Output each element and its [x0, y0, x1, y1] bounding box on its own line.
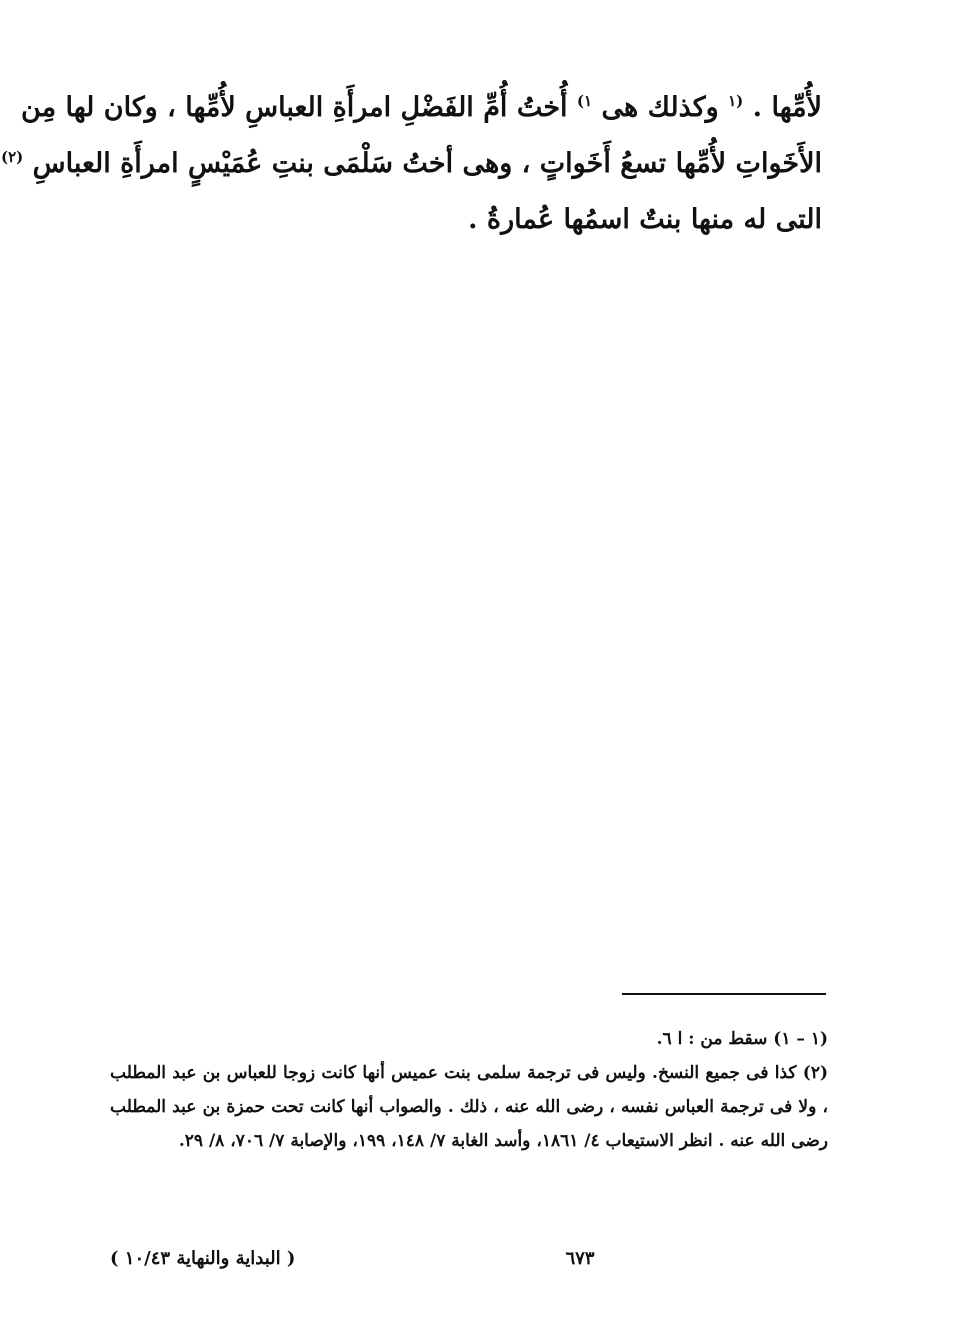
body-line-3: [110, 192, 822, 248]
footnote-1: (١ – ١) سقط من : ا ٦.: [656, 1029, 828, 1049]
page-number: ٦٧٣: [565, 1248, 595, 1269]
body-line-1-text: لأُمِّها . $^{(١}$ وكذلك هى $^{١)}$ أُختُ أُمِّ الفَضْلِ امرأَةِ العباسِ لأُمِّها ، وكان لها مِن: [21, 92, 822, 123]
body-line-1: [21, 80, 822, 136]
footnotes: [110, 1022, 828, 1158]
body-line-3-text: التى له منها بنتٌ اسمُها عُمارةُ .: [468, 204, 822, 235]
page-footer: [110, 1248, 828, 1278]
footnote-marker: ١): [576, 92, 593, 110]
running-title: ( البداية والنهاية ١٠/٤٣ ): [110, 1248, 296, 1269]
body-line-2: [0, 136, 822, 192]
body-text: [0, 80, 822, 248]
footnote-2: (٢) كذا فى جميع النسخ. وليس فى ترجمة سلمى بنت عميس أنها كانت زوجا للعباس بن عبد المطلب ، ولا فى ترجمة العباس نفسه ، رضى الله عنه ، ذلك . والصواب أنها كانت تحت حمزة بن عبد المطلب رضى الله عنه . انظر الاستيعاب ٤/ ١٨٦١، وأسد الغابة ٧/ ١٤٨، ١٩٩، والإصابة ٧/ ٧٠٦، ٨/ ٢٩.: [110, 1063, 828, 1151]
footnote-marker: (١: [728, 92, 744, 110]
body-line-2-text: الأَخَواتِ لأُمِّها تسعُ أَخَواتٍ ، وهى أختُ سَلْمَى بنتِ عُمَيْسٍ امرأَةِ العباسِ $^{(٢)}$: [0, 148, 822, 179]
footnote-marker: (٢): [0, 148, 24, 166]
footnote-separator-rule: [622, 993, 826, 995]
